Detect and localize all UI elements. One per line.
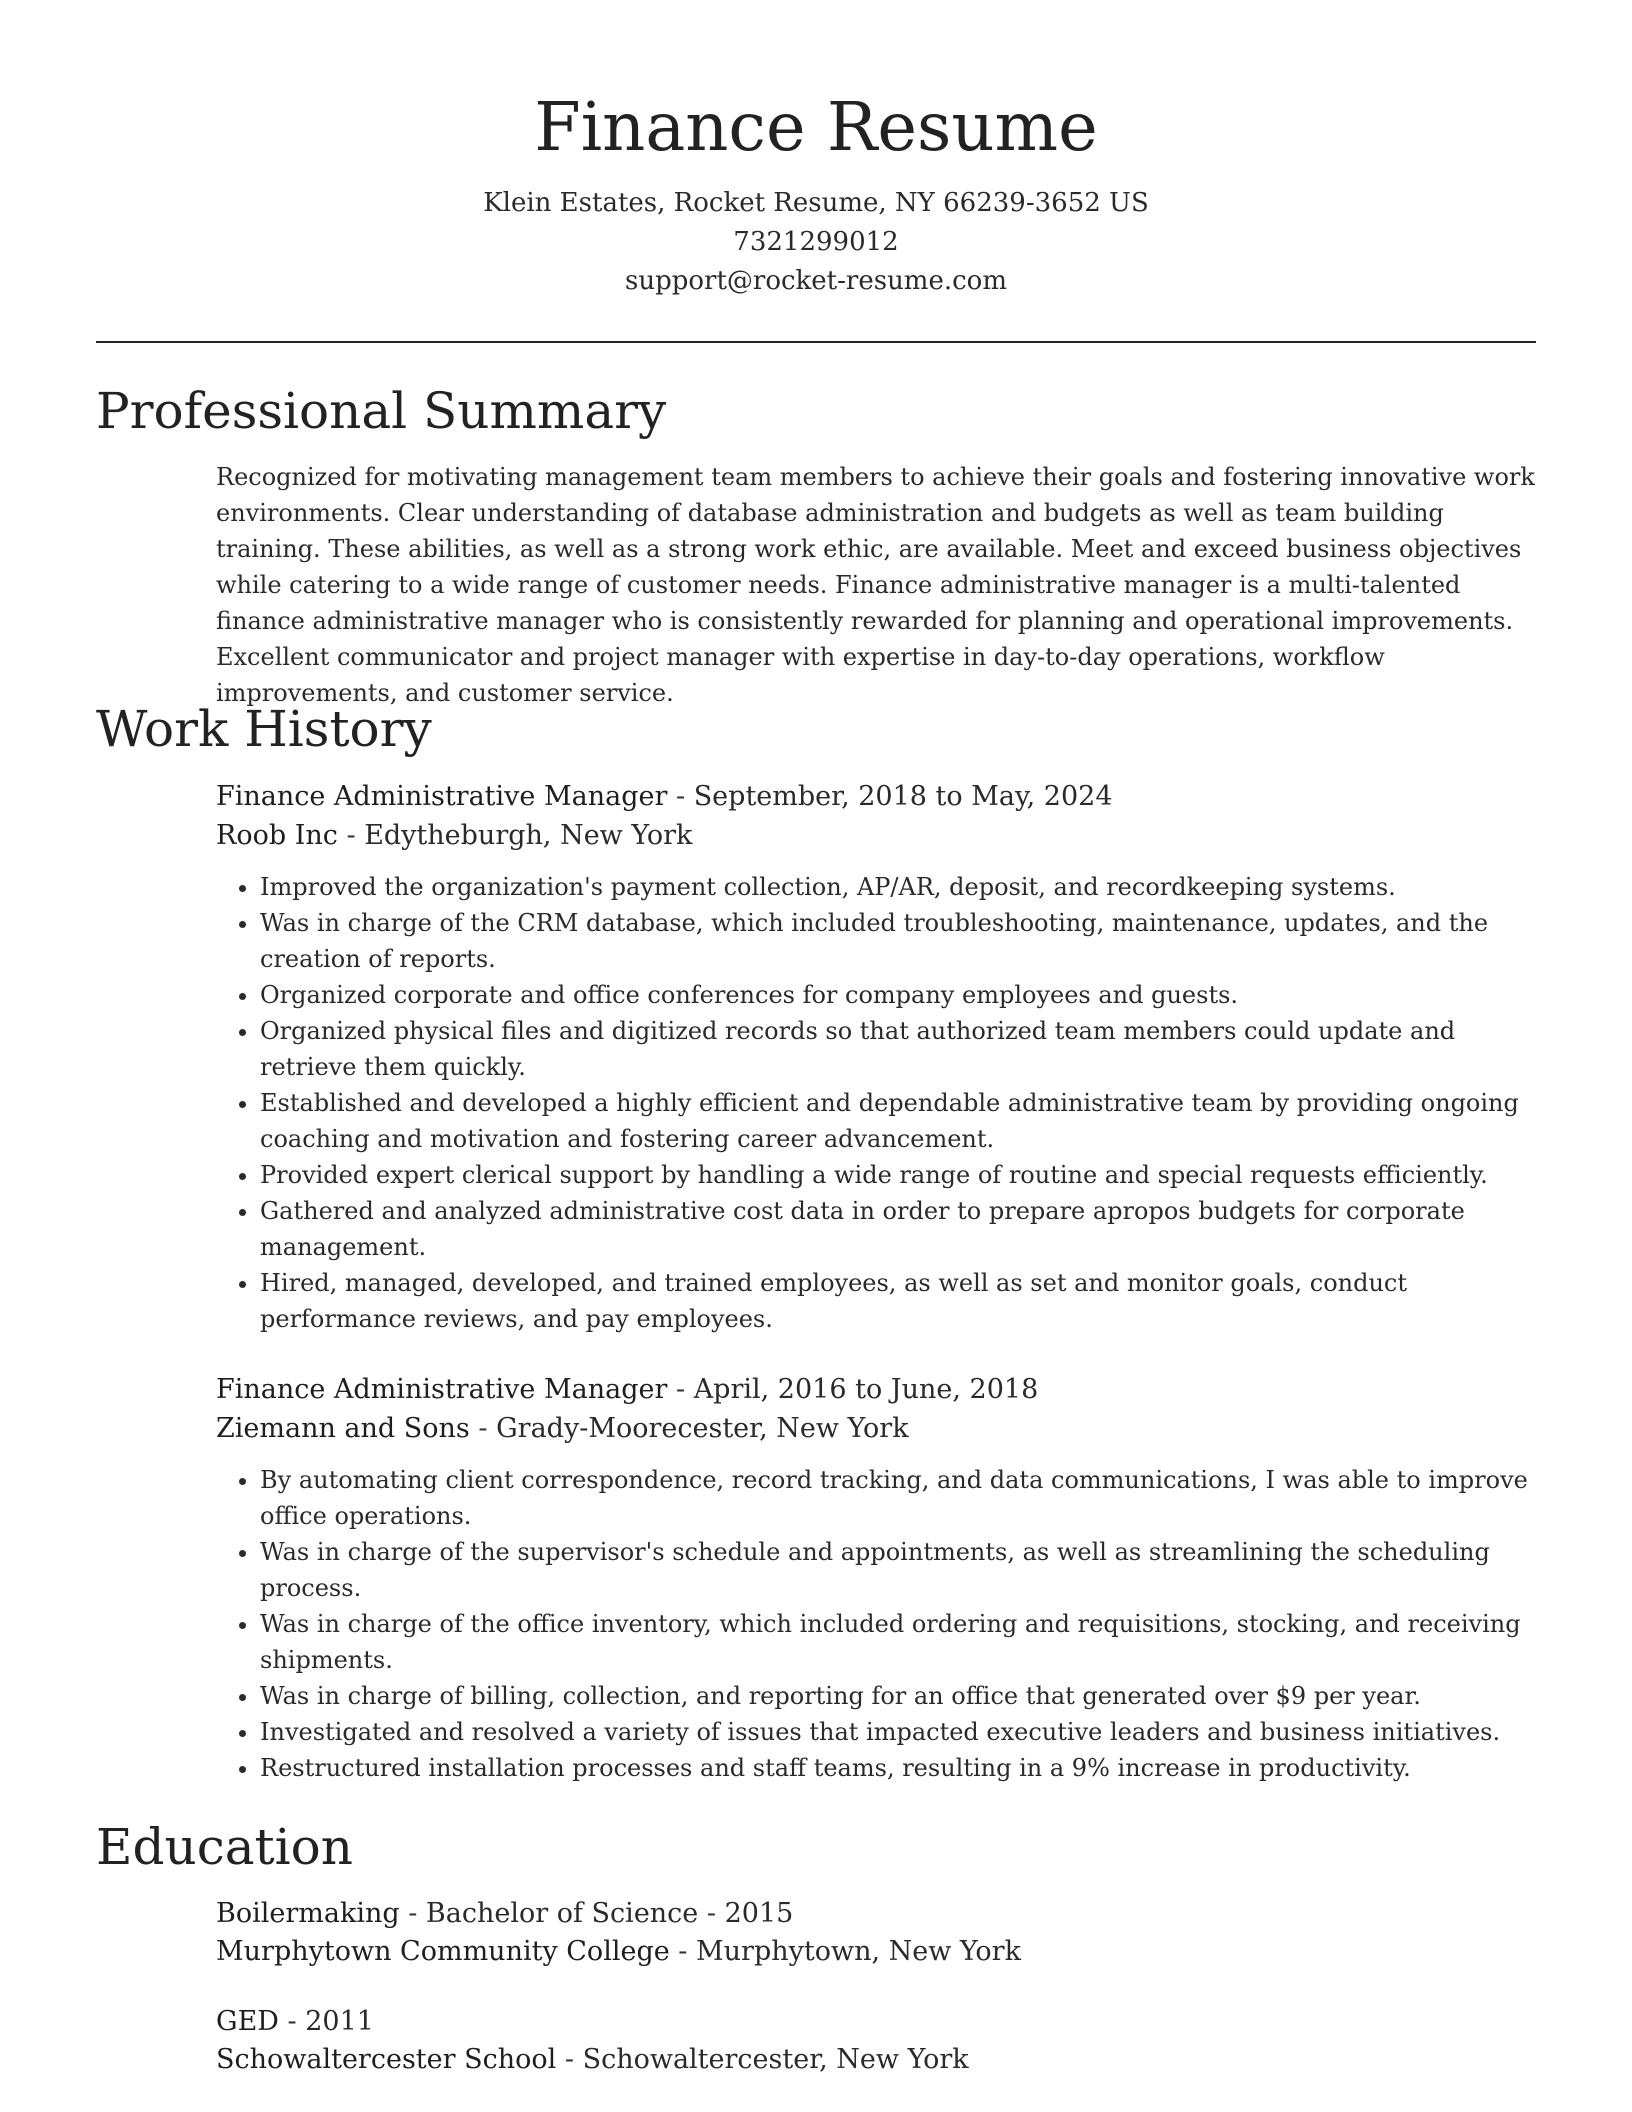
education-year: 2015 — [724, 1898, 794, 1929]
education-degree-line — [216, 1895, 1536, 1933]
separator: - — [667, 781, 694, 812]
bullet-item: • Gathered and analyzed administrative cost data in order to prepare apropos budgets for corporate management. — [260, 1193, 1536, 1265]
bullet-item: • Hired, managed, developed, and trained employees, as well as set and monitor goals, conduct performance reviews, and pay employees. — [260, 1265, 1536, 1337]
company-name: Ziemann and Sons — [216, 1413, 470, 1444]
education-degree: GED — [216, 2006, 279, 2037]
bullet-item: • Provided expert clerical support by handling a wide range of routine and special requests efficiently. — [260, 1157, 1536, 1193]
separator: - — [669, 1936, 696, 1967]
job-title-line — [216, 1370, 1536, 1409]
job-company-line — [216, 1409, 1536, 1448]
job-bullets — [216, 869, 1536, 1337]
job-location: Grady-Moorecester, New York — [496, 1413, 909, 1444]
job-company-line — [216, 816, 1536, 855]
job-entry — [216, 777, 1536, 1337]
education-entry — [216, 1895, 1536, 1971]
separator: - — [556, 2044, 583, 2075]
education-year: 2011 — [305, 2006, 374, 2037]
school-name: Murphytown Community College — [216, 1936, 670, 1967]
phone-line: 7321299012 — [733, 227, 899, 257]
separator: - — [469, 1413, 497, 1444]
job-location: Edytheburgh, New York — [364, 820, 693, 851]
job-title-line — [216, 777, 1536, 816]
school-location: Schowaltercester, New York — [582, 2044, 969, 2075]
section-heading-summary: Professional Summary — [96, 382, 667, 440]
bullet-item: • Improved the organization's payment collection, AP/AR, deposit, and recordkeeping systems. — [260, 869, 1536, 905]
education-field: Boilermaking — [216, 1898, 400, 1929]
separator: - — [278, 2006, 306, 2037]
email-line: support@rocket-resume.com — [624, 266, 1007, 296]
section-heading-education: Education — [96, 1818, 353, 1876]
header-divider — [96, 341, 1536, 343]
resume-header — [96, 82, 1536, 301]
summary-section — [216, 459, 1536, 711]
separator: - — [399, 1898, 426, 1929]
education-degree-line — [216, 2003, 1536, 2041]
job-dates: April, 2016 to June, 2018 — [693, 1374, 1039, 1405]
job-entry — [216, 1370, 1536, 1786]
education-degree: Bachelor of Science — [425, 1898, 699, 1929]
contact-info — [96, 184, 1536, 301]
education-entry — [216, 2003, 1536, 2079]
job-title: Finance Administrative Manager — [216, 1374, 668, 1405]
bullet-item: • By automating client correspondence, record tracking, and data communications, I was able to improve office operations. — [260, 1462, 1536, 1534]
company-name: Roob Inc — [216, 820, 338, 851]
bullet-item: • Was in charge of billing, collection, and reporting for an office that generated over $9 per year. — [260, 1678, 1536, 1714]
section-heading-work-history: Work History — [96, 700, 432, 758]
bullet-item: • Was in charge of the supervisor's schedule and appointments, as well as streamlining the scheduling process. — [260, 1534, 1536, 1606]
separator: - — [698, 1898, 725, 1929]
bullet-item: • Was in charge of the CRM database, which included troubleshooting, maintenance, updates, and the creation of reports. — [260, 905, 1536, 977]
bullet-item: • Organized physical files and digitized records so that authorized team members could update and retrieve them quickly. — [260, 1013, 1536, 1085]
separator: - — [337, 820, 365, 851]
job-title: Finance Administrative Manager — [216, 781, 668, 812]
resume-title: Finance Resume — [534, 88, 1098, 166]
bullet-item: • Investigated and resolved a variety of issues that impacted executive leaders and business initiatives. — [260, 1714, 1536, 1750]
separator: - — [667, 1374, 694, 1405]
job-dates: September, 2018 to May, 2024 — [693, 781, 1113, 812]
address-line: Klein Estates, Rocket Resume, NY 66239-3652 US — [483, 188, 1149, 218]
summary-text: Recognized for motivating management team members to achieve their goals and fostering innovative work environments. Clear understanding of database administration and budgets as well as team building training. These abilities, as well as a strong work ethic, are available. Meet and exceed business objectives while catering to a wide range of customer needs. Finance administrative manager is a multi-talented finance administrative manager who is consistently rewarded for planning and operational improvements. Excellent communicator and project manager with expertise in day-to-day operations, workflow improvements, and customer service. — [216, 463, 1535, 707]
job-bullets — [216, 1462, 1536, 1786]
bullet-item: • Organized corporate and office conferences for company employees and guests. — [260, 977, 1536, 1013]
school-location: Murphytown, New York — [696, 1936, 1021, 1967]
education-school-line — [216, 2041, 1536, 2079]
bullet-item: • Was in charge of the office inventory, which included ordering and requisitions, stocking, and receiving shipments. — [260, 1606, 1536, 1678]
bullet-item: • Restructured installation processes and staff teams, resulting in a 9% increase in productivity. — [260, 1750, 1536, 1786]
bullet-item: • Established and developed a highly efficient and dependable administrative team by providing ongoing coaching and motivation and fostering career advancement. — [260, 1085, 1536, 1157]
education-school-line — [216, 1933, 1536, 1971]
school-name: Schowaltercester School — [216, 2044, 557, 2075]
